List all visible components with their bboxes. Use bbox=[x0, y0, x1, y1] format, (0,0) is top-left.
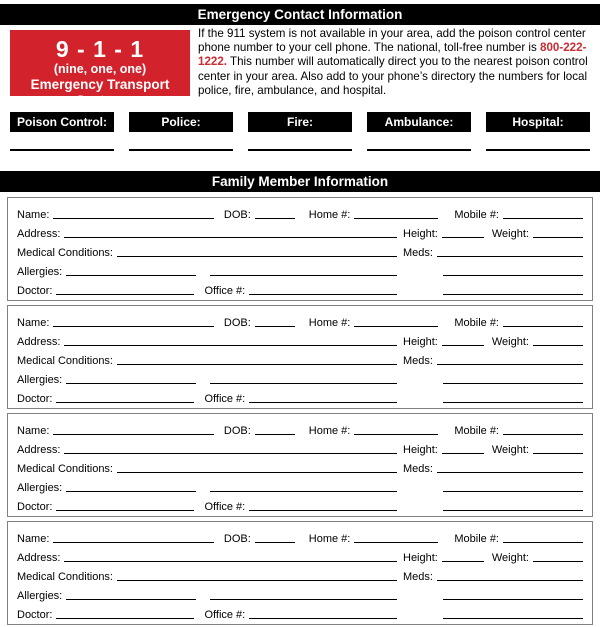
family-member-section bbox=[7, 305, 593, 409]
name-field[interactable] bbox=[53, 325, 213, 327]
police-number-field[interactable] bbox=[129, 132, 233, 151]
911-subtitle: (nine, one, one) bbox=[53, 62, 147, 76]
family-member-section bbox=[7, 413, 593, 517]
home-phone-label: Home #: bbox=[308, 533, 351, 546]
member-row-medical bbox=[17, 240, 583, 259]
office-phone-label: Office #: bbox=[204, 393, 246, 406]
meds-field-3[interactable] bbox=[443, 509, 583, 511]
member-row-name bbox=[17, 310, 583, 329]
dob-field[interactable] bbox=[255, 541, 295, 543]
weight-label: Weight: bbox=[491, 336, 529, 349]
allergies-field[interactable] bbox=[66, 490, 196, 492]
member-row-doctor bbox=[17, 602, 583, 621]
height-field[interactable] bbox=[442, 344, 484, 346]
weight-field[interactable] bbox=[533, 560, 583, 562]
meds-field[interactable] bbox=[437, 579, 583, 581]
address-field[interactable] bbox=[64, 344, 397, 346]
address-field[interactable] bbox=[64, 452, 397, 454]
poison-control-phone-number: 800-222-1222. bbox=[198, 41, 587, 69]
dob-field[interactable] bbox=[255, 433, 295, 435]
contact-label-hospital: Hospital: bbox=[486, 112, 590, 132]
office-phone-field[interactable] bbox=[249, 401, 397, 403]
meds-label: Meds: bbox=[403, 355, 433, 368]
contact-label-ambulance: Ambulance: bbox=[367, 112, 471, 132]
name-field[interactable] bbox=[53, 217, 213, 219]
meds-field[interactable] bbox=[437, 363, 583, 365]
office-phone-field[interactable] bbox=[249, 617, 397, 619]
meds-label: Meds: bbox=[403, 571, 433, 584]
medical-conditions-field[interactable] bbox=[117, 255, 397, 257]
address-label: Address: bbox=[17, 552, 61, 565]
member-row-medical bbox=[17, 348, 583, 367]
medical-conditions-label: Medical Conditions: bbox=[17, 571, 113, 584]
family-member-header: Family Member Information bbox=[0, 171, 600, 192]
meds-field-3[interactable] bbox=[443, 401, 583, 403]
meds-field-2[interactable] bbox=[443, 382, 583, 384]
emergency-contact-header: Emergency Contact Information bbox=[0, 4, 600, 25]
medical-conditions-field[interactable] bbox=[117, 471, 397, 473]
member-row-address bbox=[17, 329, 583, 348]
doctor-field[interactable] bbox=[56, 509, 194, 511]
instructions-text bbox=[198, 27, 590, 98]
name-field[interactable] bbox=[53, 433, 213, 435]
allergies-field-2[interactable] bbox=[210, 490, 397, 492]
home-phone-label: Home #: bbox=[308, 209, 351, 222]
allergies-label: Allergies: bbox=[17, 482, 63, 495]
ambulance-number-field[interactable] bbox=[367, 132, 471, 151]
emergency-numbers-fields-row bbox=[10, 132, 590, 151]
medical-conditions-field[interactable] bbox=[117, 363, 397, 365]
medical-conditions-label: Medical Conditions: bbox=[17, 247, 113, 260]
member-row-allergies bbox=[17, 475, 583, 494]
doctor-label: Doctor: bbox=[17, 285, 53, 298]
weight-field[interactable] bbox=[533, 452, 583, 454]
allergies-field-2[interactable] bbox=[210, 598, 397, 600]
911-emergency-box bbox=[10, 30, 190, 108]
home-phone-field[interactable] bbox=[354, 217, 438, 219]
mobile-phone-label: Mobile #: bbox=[454, 533, 499, 546]
meds-field-3[interactable] bbox=[443, 617, 583, 619]
family-member-section bbox=[7, 521, 593, 625]
allergies-label: Allergies: bbox=[17, 590, 63, 603]
family-member-section bbox=[7, 197, 593, 301]
member-row-address bbox=[17, 545, 583, 564]
name-label: Name: bbox=[17, 533, 50, 546]
contact-label-poison-control: Poison Control: bbox=[10, 112, 114, 132]
home-phone-field[interactable] bbox=[354, 325, 438, 327]
member-row-address bbox=[17, 221, 583, 240]
mobile-phone-field[interactable] bbox=[503, 217, 583, 219]
meds-label: Meds: bbox=[403, 463, 433, 476]
height-field[interactable] bbox=[442, 236, 484, 238]
home-phone-field[interactable] bbox=[354, 541, 438, 543]
mobile-phone-label: Mobile #: bbox=[454, 209, 499, 222]
office-phone-field[interactable] bbox=[249, 293, 397, 295]
name-label: Name: bbox=[17, 209, 50, 222]
fire-number-field[interactable] bbox=[248, 132, 352, 151]
dob-label: DOB: bbox=[223, 209, 251, 222]
member-row-medical bbox=[17, 456, 583, 475]
height-label: Height: bbox=[403, 444, 438, 457]
allergies-field[interactable] bbox=[66, 274, 196, 276]
home-phone-field[interactable] bbox=[354, 433, 438, 435]
emergency-numbers-row bbox=[10, 112, 590, 132]
dob-field[interactable] bbox=[255, 325, 295, 327]
address-label: Address: bbox=[17, 336, 61, 349]
dob-label: DOB: bbox=[223, 425, 251, 438]
member-row-doctor bbox=[17, 386, 583, 405]
meds-field[interactable] bbox=[437, 255, 583, 257]
family-member-sections bbox=[0, 197, 600, 625]
member-row-doctor bbox=[17, 494, 583, 513]
meds-label: Meds: bbox=[403, 247, 433, 260]
doctor-label: Doctor: bbox=[17, 609, 53, 622]
height-label: Height: bbox=[403, 336, 438, 349]
meds-field[interactable] bbox=[437, 471, 583, 473]
weight-field[interactable] bbox=[533, 236, 583, 238]
member-row-allergies bbox=[17, 367, 583, 386]
doctor-label: Doctor: bbox=[17, 501, 53, 514]
weight-label: Weight: bbox=[491, 228, 529, 241]
office-phone-field[interactable] bbox=[249, 509, 397, 511]
doctor-field[interactable] bbox=[56, 401, 194, 403]
member-row-address bbox=[17, 437, 583, 456]
dob-label: DOB: bbox=[223, 533, 251, 546]
member-row-allergies bbox=[17, 583, 583, 602]
height-label: Height: bbox=[403, 228, 438, 241]
medical-conditions-field[interactable] bbox=[117, 579, 397, 581]
poison-control-number-field[interactable] bbox=[10, 132, 114, 151]
height-field[interactable] bbox=[442, 560, 484, 562]
allergies-field-2[interactable] bbox=[210, 274, 397, 276]
weight-label: Weight: bbox=[491, 444, 529, 457]
allergies-field-2[interactable] bbox=[210, 382, 397, 384]
emergency-transport-caption: Emergency Transport System bbox=[30, 77, 170, 108]
name-field[interactable] bbox=[53, 541, 213, 543]
office-phone-label: Office #: bbox=[204, 501, 246, 514]
contact-label-police: Police: bbox=[129, 112, 233, 132]
office-phone-label: Office #: bbox=[204, 609, 246, 622]
home-phone-label: Home #: bbox=[308, 317, 351, 330]
allergies-field[interactable] bbox=[66, 382, 196, 384]
doctor-field[interactable] bbox=[56, 293, 194, 295]
doctor-label: Doctor: bbox=[17, 393, 53, 406]
mobile-phone-label: Mobile #: bbox=[454, 425, 499, 438]
office-phone-label: Office #: bbox=[204, 285, 246, 298]
address-field[interactable] bbox=[64, 236, 397, 238]
dob-label: DOB: bbox=[223, 317, 251, 330]
allergies-label: Allergies: bbox=[17, 374, 63, 387]
instructions-text-after: This number will automatically direct you to the nearest poison control center in your area. Also add to your phone’s directory the numbers for local police, fire, ambulance, and hospital. bbox=[198, 55, 588, 97]
member-row-name bbox=[17, 418, 583, 437]
instructions-text-before: If the 911 system is not available in your area, add the poison control center phone number to your cell phone. The national, toll-free number is bbox=[198, 27, 586, 55]
address-label: Address: bbox=[17, 228, 61, 241]
mobile-phone-field[interactable] bbox=[503, 325, 583, 327]
doctor-field[interactable] bbox=[56, 617, 194, 619]
allergies-label: Allergies: bbox=[17, 266, 63, 279]
mobile-phone-label: Mobile #: bbox=[454, 317, 499, 330]
meds-field-3[interactable] bbox=[443, 293, 583, 295]
medical-conditions-label: Medical Conditions: bbox=[17, 355, 113, 368]
allergies-field[interactable] bbox=[66, 598, 196, 600]
weight-field[interactable] bbox=[533, 344, 583, 346]
member-row-name bbox=[17, 526, 583, 545]
height-field[interactable] bbox=[442, 452, 484, 454]
meds-field-2[interactable] bbox=[443, 598, 583, 600]
address-field[interactable] bbox=[64, 560, 397, 562]
name-label: Name: bbox=[17, 317, 50, 330]
member-row-allergies bbox=[17, 259, 583, 278]
mobile-phone-field[interactable] bbox=[503, 433, 583, 435]
weight-label: Weight: bbox=[491, 552, 529, 565]
mobile-phone-field[interactable] bbox=[503, 541, 583, 543]
meds-field-2[interactable] bbox=[443, 490, 583, 492]
member-row-medical bbox=[17, 564, 583, 583]
hospital-number-field[interactable] bbox=[486, 132, 590, 151]
911-number: 9 - 1 - 1 bbox=[55, 36, 145, 62]
meds-field-2[interactable] bbox=[443, 274, 583, 276]
address-label: Address: bbox=[17, 444, 61, 457]
member-row-doctor bbox=[17, 278, 583, 297]
contact-label-fire: Fire: bbox=[248, 112, 352, 132]
medical-conditions-label: Medical Conditions: bbox=[17, 463, 113, 476]
intro-section bbox=[10, 27, 590, 108]
dob-field[interactable] bbox=[255, 217, 295, 219]
home-phone-label: Home #: bbox=[308, 425, 351, 438]
member-row-name bbox=[17, 202, 583, 221]
height-label: Height: bbox=[403, 552, 438, 565]
name-label: Name: bbox=[17, 425, 50, 438]
